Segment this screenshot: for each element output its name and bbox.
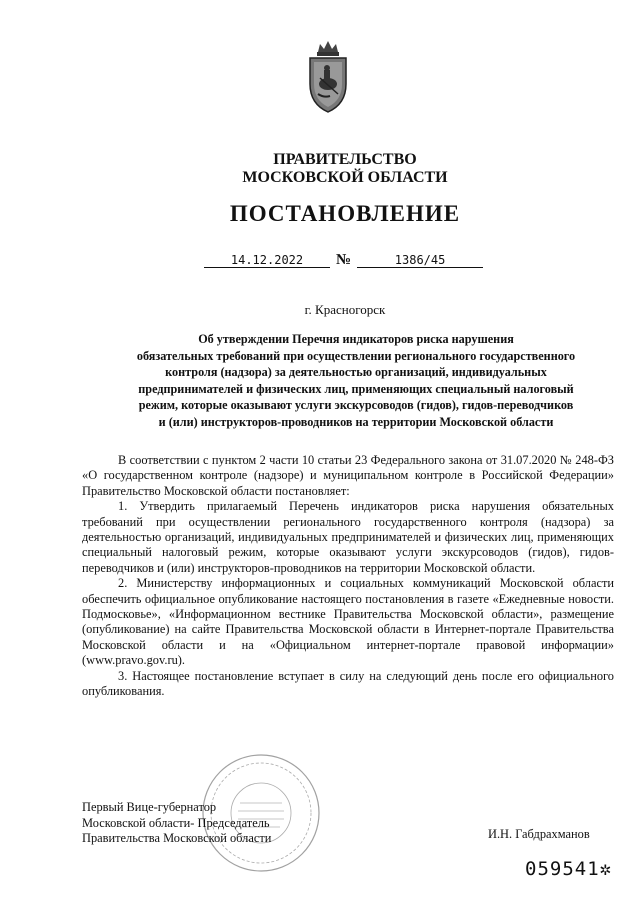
- signatory-position-line: Московской области- Председатель: [82, 815, 270, 830]
- clause-1-paragraph: 1. Утвердить прилагаемый Перечень индикаторов риска нарушения обязательных требований при осуществлении регионального государственного контроля (надзора) за деятельностью организаций, индивидуальных предпринимателей и физических лиц, применяющих специальный налоговый режим, которые оказывают услуги экскурсоводов (гидов), гидов-переводчиков и (или) инструкторов-проводников на территории Московской области.: [82, 499, 614, 575]
- city-line: г. Красногорск: [304, 302, 386, 317]
- serial-number: 059541: [525, 858, 600, 880]
- clause-3-paragraph: 3. Настоящее постановление вступает в силу на следующий день после его официального опубликования.: [82, 668, 614, 699]
- title-line: Об утверждении Перечня индикаторов риска нарушения: [198, 332, 514, 346]
- signatory-position: [82, 800, 271, 847]
- title-line: режим, которые оказывают услуги экскурсоводов (гидов), гидов-переводчиков: [138, 398, 574, 412]
- document-number: 1386/45: [357, 253, 483, 268]
- document-date: 14.12.2022: [204, 253, 330, 268]
- signatory-name: И.Н. Габдрахманов: [488, 827, 590, 841]
- signatory-position-line: Правительства Московской области: [82, 831, 272, 845]
- title-line: предпринимателей и физических лиц, применяющих специальный налоговый: [138, 381, 574, 396]
- signatory-position-line: Первый Вице-губернатор: [82, 800, 217, 814]
- title-line: и (или) инструкторов-проводников на территории Московской области: [158, 414, 554, 429]
- title-line: контроля (надзора) за деятельностью организаций, индивидуальных: [165, 365, 547, 379]
- document-type-heading: ПОСТАНОВЛЕНИЕ: [229, 201, 461, 226]
- moscow-oblast-coat-of-arms-icon: [304, 38, 352, 114]
- government-name-line2: МОСКОВСКОЙ ОБЛАСТИ: [242, 169, 448, 186]
- clause-2-paragraph: 2. Министерству информационных и социальных коммуникаций Московской области обеспечить официальное опубликование настоящего постановления в газете «Ежедневные новости. Подмосковье», «Информационном вестнике Правительства Московской области», размещение (опубликование) на сайте Правительства Московской области в Интернет-портале Правительства Московской области и на «Официальном интернет-портале правовой информации» (www.pravo.gov.ru).: [82, 576, 614, 668]
- preamble-paragraph: В соответствии с пунктом 2 части 10 статьи 23 Федерального закона от 31.07.2020 № 248-ФЗ «О государственном контроле (надзоре) и муниципальном контроле в Российской Федерации» Правительство Московской области постановляет:: [82, 453, 614, 498]
- document-title: [96, 331, 616, 430]
- asterisk-icon: ✲: [599, 858, 613, 880]
- document-body: [82, 453, 614, 700]
- number-sign: №: [336, 252, 352, 268]
- title-line: обязательных требований при осуществлении регионального государственного: [136, 348, 576, 363]
- registration-line: [204, 252, 483, 269]
- government-name-line1: ПРАВИТЕЛЬСТВО: [273, 151, 417, 168]
- serial-number-block: [525, 858, 612, 880]
